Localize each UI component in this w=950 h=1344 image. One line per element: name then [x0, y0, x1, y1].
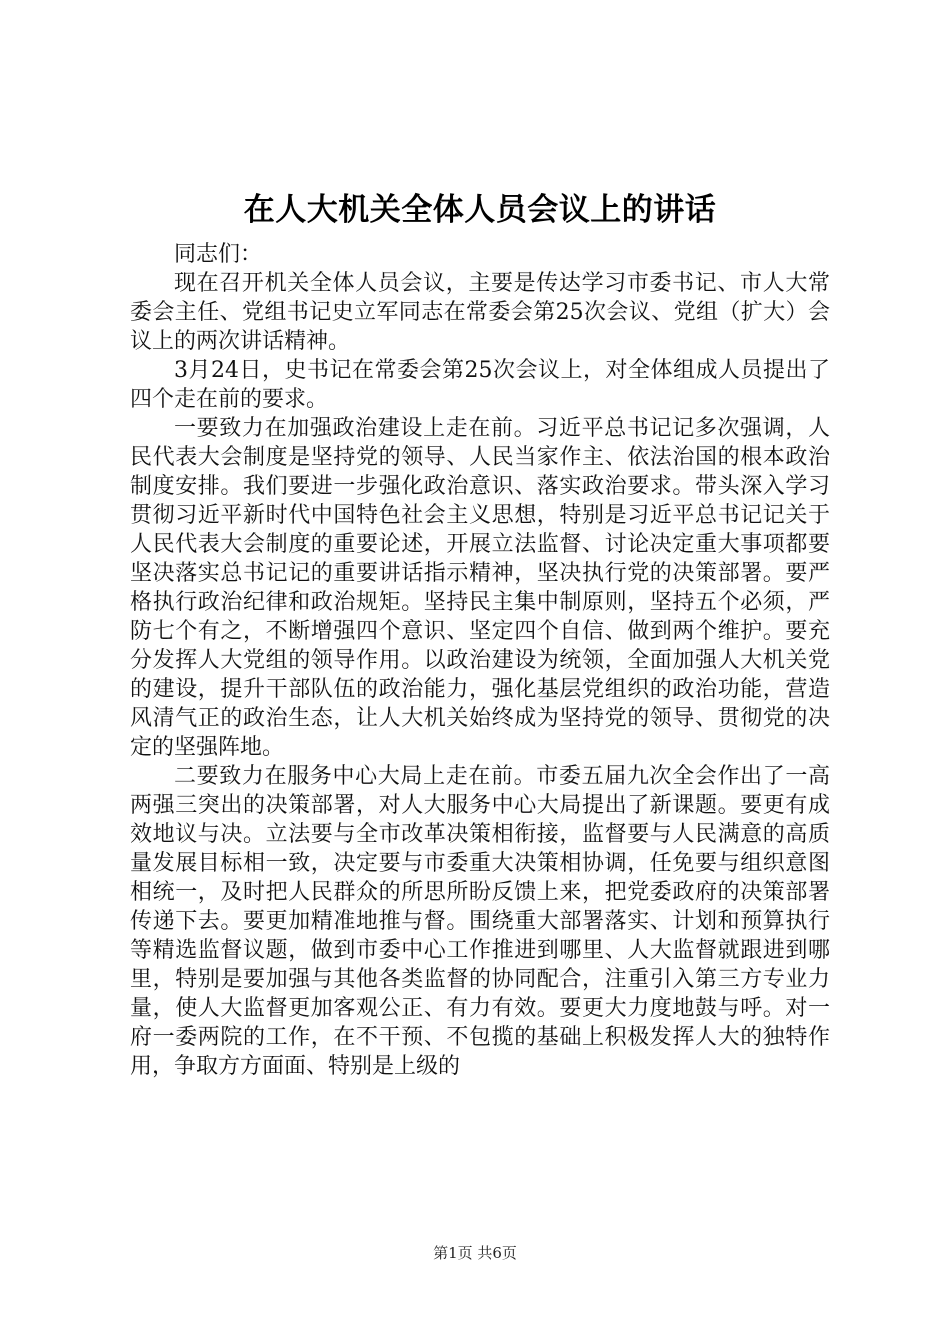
paragraph-3: 一要致力在加强政治建设上走在前。习近平总书记记多次强调，人民代表大会制度是坚持党的领导、人民当家作主、依法治国的根本政治制度安排。我们要进一步强化政治意识、落实政治要求。带头深入学习贯彻习近平新时代中国特色社会主义思想，特别是习近平总书记记关于人民代表大会制度的重要论述，开展立法监督、讨论决定重大事项都要坚决落实总书记记的重要讲话指示精神，坚决执行党的决策部署。要严格执行政治纪律和政治规矩。坚持民主集中制原则，坚持五个必须，严防七个有之，不断增强四个意识、坚定四个自信、做到两个维护。要充分发挥人大党组的领导作用。以政治建设为统领，全面加强人大机关党的建设，提升干部队伍的政治能力，强化基层党组织的政治功能，营造风清气正的政治生态，让人大机关始终成为坚持党的领导、贯彻党的决定的坚强阵地。	[130, 416, 830, 760]
document-body	[130, 240, 830, 1081]
document-page	[130, 186, 830, 1081]
page-number-footer: 第1页 共6页	[433, 1244, 517, 1262]
salutation: 同志们：	[174, 242, 263, 267]
paragraph-2: 3月24日，史书记在常委会第25次会议上，对全体组成人员提出了四个走在前的要求。	[130, 358, 830, 412]
document-title: 在人大机关全体人员会议上的讲话	[243, 192, 717, 228]
paragraph-4: 二要致力在服务中心大局上走在前。市委五届九次全会作出了一高两强三突出的决策部署，对人大服务中心大局提出了新课题。要更有成效地议与决。立法要与全市改革决策相衔接，监督要与人民满意的高质量发展目标相一致，决定要与市委重大决策相协调，任免要与组织意图相统一，及时把人民群众的所思所盼反馈上来，把党委政府的决策部署传递下去。要更加精准地推与督。围绕重大部署落实、计划和预算执行等精选监督议题，做到市委中心工作推进到哪里、人大监督就跟进到哪里，特别是要加强与其他各类监督的协同配合，注重引入第三方专业力量，使人大监督更加客观公正、有力有效。要更大力度地鼓与呼。对一府一委两院的工作，在不干预、不包揽的基础上积极发挥人大的独特作用，争取方方面面、特别是上级的	[130, 764, 830, 1079]
paragraph-1: 现在召开机关全体人员会议，主要是传达学习市委书记、市人大常委会主任、党组书记史立军同志在常委会第25次会议、党组（扩大）会议上的两次讲话精神。	[130, 271, 830, 354]
